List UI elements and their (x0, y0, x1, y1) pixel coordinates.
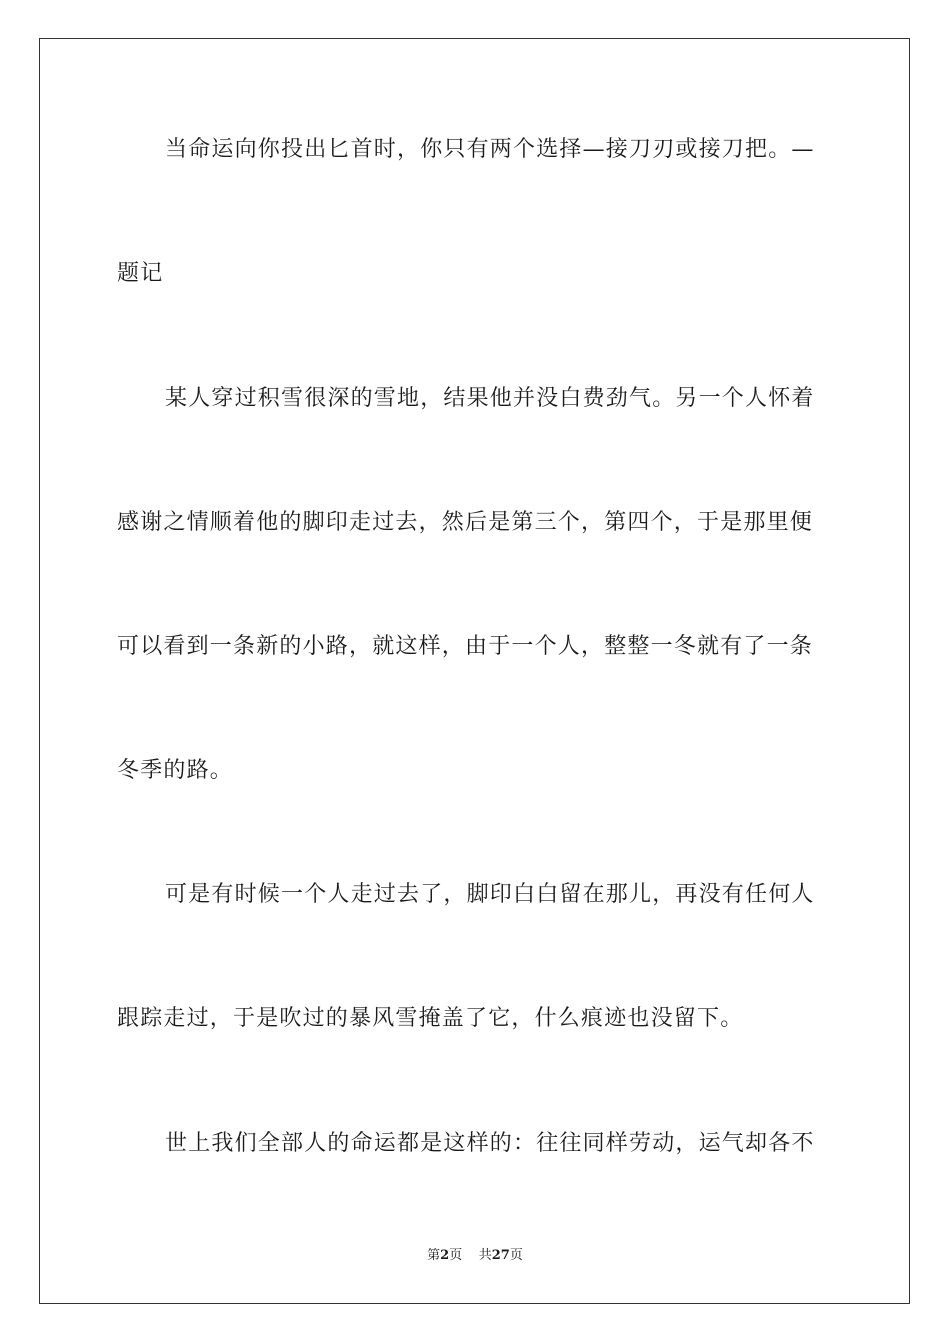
paragraph-line-1: 当命运向你投出匕首时，你只有两个选择—接刀刃或接刀把。— (165, 137, 815, 162)
paragraph-line-5: 可以看到一条新的小路，就这样，由于一个人，整整一冬就有了一条 (117, 634, 814, 659)
total-label-prefix: 共 (478, 1248, 492, 1263)
paragraph-line-7: 可是有时候一个人走过去了，脚印白白留在那儿，再没有任何人 (165, 882, 815, 907)
page-border (39, 38, 910, 1304)
paragraph-line-4: 感谢之情顺着他的脚印走过去，然后是第三个，第四个，于是那里便 (117, 510, 814, 535)
page-label-suffix: 页 (449, 1248, 463, 1263)
paragraph-line-2: 题记 (117, 261, 164, 286)
total-label-suffix: 页 (509, 1248, 523, 1263)
paragraph-line-3: 某人穿过积雪很深的雪地，结果他并没白费劲气。另一个人怀着 (165, 386, 815, 411)
page-footer (0, 1247, 950, 1265)
paragraph-line-8: 跟踪走过，于是吹过的暴风雪掩盖了它，什么痕迹也没留下。 (117, 1006, 744, 1031)
total-pages: 27 (491, 1248, 510, 1263)
paragraph-line-9: 世上我们全部人的命运都是这样的：往往同样劳动，运气却各不 (165, 1131, 815, 1156)
page-number: 2 (440, 1248, 450, 1263)
page-label-prefix: 第 (427, 1248, 441, 1263)
paragraph-line-6: 冬季的路。 (117, 758, 234, 783)
